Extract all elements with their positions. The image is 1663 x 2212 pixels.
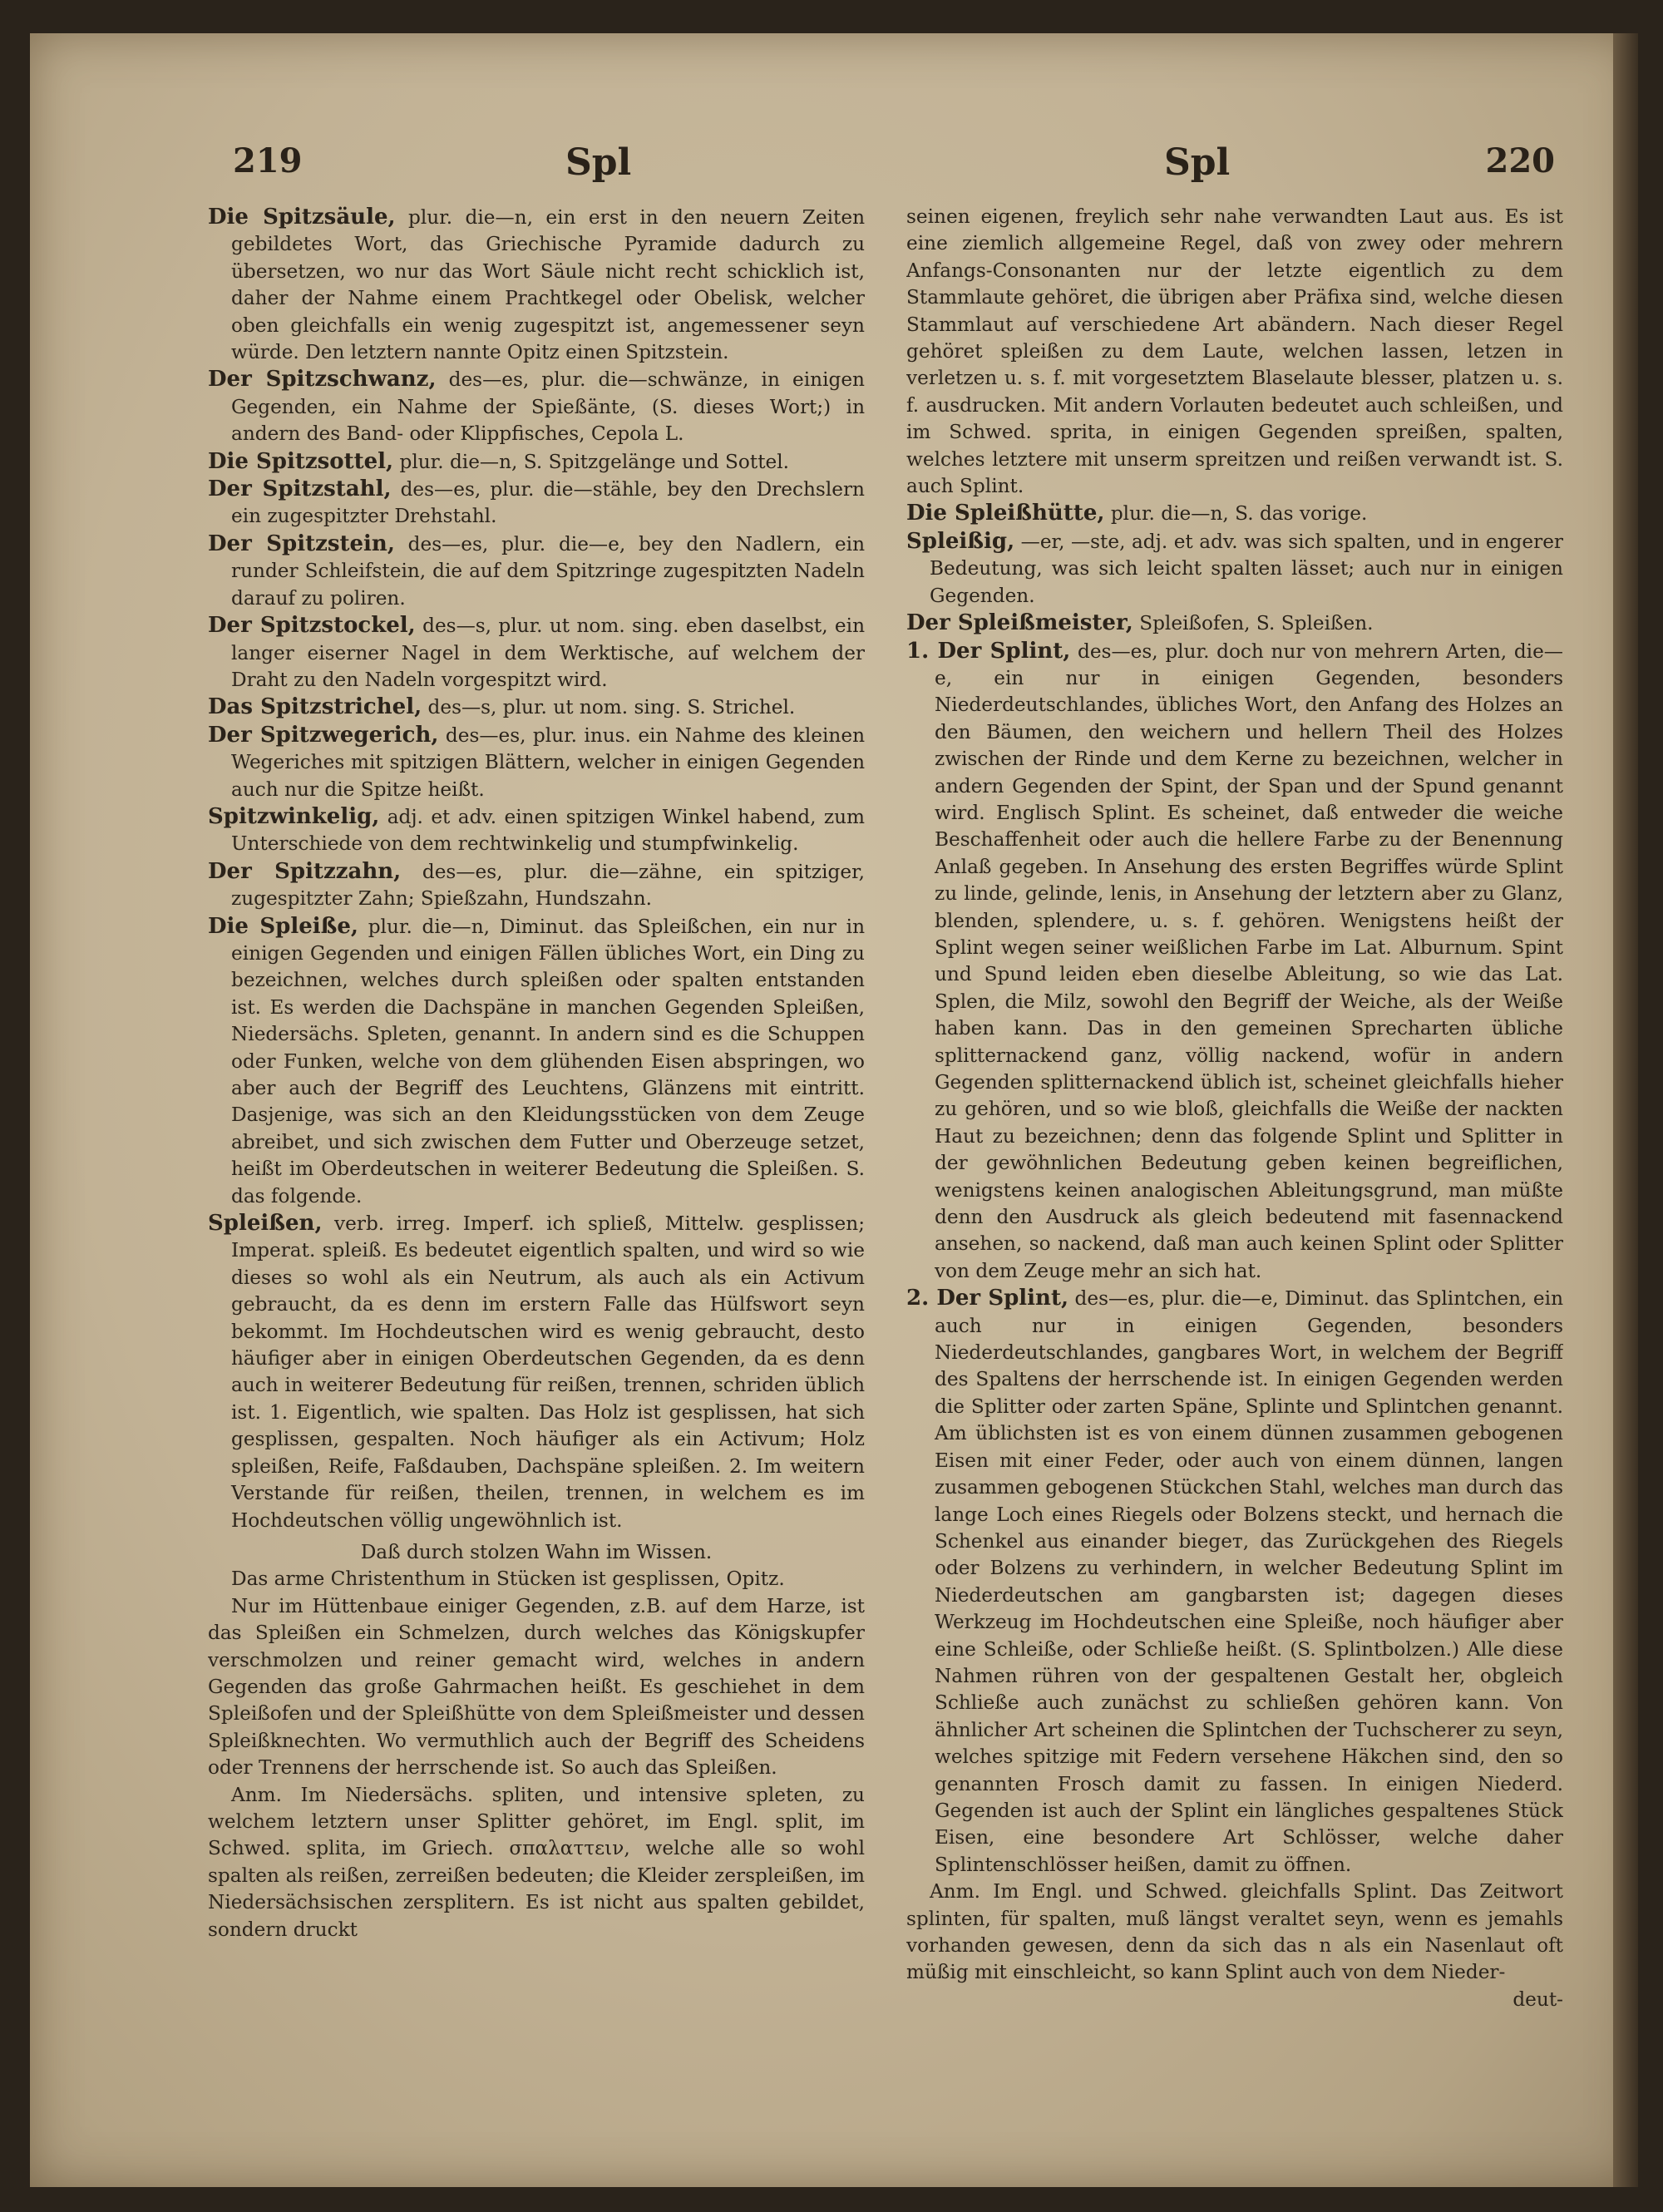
dictionary-entry	[208, 1210, 865, 1534]
entry-text: plur. die—n, S. Spitzgelänge und Sottel.	[399, 450, 790, 473]
entry-text: des—es, plur. inus. ein Nahme des kleinen Wegeriches mit spitzigen Blättern, welcher in einigen Gegenden auch nur die Spitze heißt.	[231, 723, 865, 801]
continued-text: seinen eigenen, freylich sehr nahe verwandten Laut aus. Es ist eine ziemlich allgemeine Regel, daß von zwey oder mehrern Anfangs-Consonanten nur der letzte eigentlich zu dem Stammlaute gehöret, die übrigen aber Präfixa sind, welche diesen Stammlaut auf verschiedene Art abändern. Nach dieser Regel gehöret spleißen zu dem Laute, welchen lassen, letzen in verletzen u. s. f. mit vorgesetztem Blaselaute blesser, platzen u. s. f. ausdrucken. Mit andern Vorlauten bedeutet auch schleißen, und im Schwed. sprita, in einigen Gegenden spreißen, spalten, welches letztere mit unserm spreitzen und reißen verwandt ist. S. auch Splint.	[906, 205, 1563, 498]
left-running-head: Spl	[565, 141, 632, 184]
right-running-head: Spl	[1164, 141, 1231, 184]
entry-text: verb. irreg. Imperf. ich spließ, Mittelw. gesplissen; Imperat. spleiß. Es bedeutet eigentlich spalten, und wird so wie dieses so wohl als ein Neutrum, als auch als ein Activum gebraucht, da es denn im erstern Falle das Hülfswort seyn bekommt. Im Hochdeutschen wird es wenig gebraucht, desto häufiger aber in einigen Oberdeutschen Gegenden, da es denn auch in weiterer Bedeutung für reißen, trennen, schriden üblich ist. 1. Eigentlich, wie spalten. Das Holz ist gesplissen, hat sich gesplissen, gespalten. Noch häufiger als ein Activum; Holz spleißen, Reife, Faßdauben, Dachspäne spleißen. 2. Im weitern Verstande für reißen, theilen, trennen, in welchem es im Hochdeutschen völlig ungewöhnlich ist.	[231, 1212, 865, 1532]
entry-text: des—s, plur. ut nom. sing. S. Strichel.	[427, 696, 796, 719]
entry-text: —er, —ste, adj. et adv. was sich spalten, und in engerer Bedeutung, was sich leicht spalten lässet; auch nur in einigen Gegenden.	[930, 530, 1563, 607]
dictionary-entry	[208, 858, 865, 913]
dictionary-entry	[906, 610, 1563, 637]
entry-lemma: Das Spitzstrichel,	[208, 694, 422, 720]
entry-lemma: Der Spitzstockel,	[208, 613, 416, 639]
entry-text: des—es, plur. die—schwänze, in einigen Gegenden, ein Nahme der Spießänte, (S. dieses Wort;) in andern des Band- oder Klippfisches, Cepola L.	[231, 368, 865, 446]
dictionary-entry	[208, 612, 865, 694]
entry-lemma: Die Spleißhütte,	[906, 501, 1105, 526]
dictionary-entry	[208, 366, 865, 447]
dictionary-entry	[208, 448, 865, 476]
dictionary-entry	[208, 476, 865, 531]
book-spine	[1613, 33, 1638, 2187]
entry-lemma: 1. Der Splint,	[906, 638, 1071, 664]
dictionary-entry	[208, 803, 865, 858]
dictionary-entry	[906, 500, 1563, 527]
entry-text: des—s, plur. ut nom. sing. eben daselbst, ein langer eiserner Nagel in dem Werktische, auf welchem der Draht zu den Nadeln vorgespitzt wird.	[231, 615, 865, 691]
right-page-number: 220	[1485, 141, 1555, 180]
dictionary-entry	[208, 531, 865, 612]
dictionary-entry	[906, 528, 1563, 610]
verse-quote: Daß durch stolzen Wahn im Wissen.	[360, 1540, 713, 1563]
entry-lemma: Der Spitzzahn,	[208, 858, 402, 884]
entry-text: des—es, plur. die—zähne, ein spitziger, zugespitzter Zahn; Spießzahn, Hundszahn.	[231, 860, 865, 911]
entry-text: plur. die—n, S. das vorige.	[1110, 502, 1368, 526]
entry-text: des—es, plur. die—e, Diminut. das Splintchen, ein auch nur in einigen Gegenden, besonders Niederdeutschlandes, gangbares Wort, in welchem der Begriff des Spaltens der herrschende ist. In einigen Gegenden werden die Splitter oder zarten Späne, Splinte und Splintchen genannt. Am üblichsten ist es von einem dünnen zusammen gebogenen Eisen mit einer Feder, oder auch von einem dünnen, langen zusammen gebogenen Stückchen Stahl, welches man durch das lange Loch eines Riegels oder Bolzens steckt, und hernach die Schenkel aus einander biegет, das Zurückgehen des Riegels oder Bolzens zu verhindern, in welcher Bedeutung Splint im Niederdeutschen am gangbarsten ist; dagegen dieses Werkzeug im Hochdeutschen eine Spleiße, noch häufiger aber eine Schleiße, oder Schließe heißt. (S. Splintbolzen.) Alle diese Nahmen rühren von der gespaltenen Gestalt her, obgleich Schließe auch zunächst zu schließen gehören kann. Von ähnlicher Art scheinen die Splintchen der Tuchscherer zu seyn, welches spitzige mit Federn versehene Häkchen sind, den so genannten Frosch damit zu fassen. In einigen Niederd. Gegenden ist auch der Splint ein längliches gespaltenes Stück Eisen, eine besondere Art Schlösser, welche daher Splintenschlösser heißen, damit zu öffnen.	[935, 1287, 1563, 1876]
entry-lemma: Spleißen,	[208, 1211, 323, 1237]
entry-text: plur. die—n, ein erst in den neuern Zeiten gebildetes Wort, das Griechische Pyramide dadurch zu übersetzen, wo nur das Wort Säule nicht recht schicklich ist, daher der Nahme einem Prachtkegel oder Obelisk, welcher oben gleichfalls ein wenig zugespitzt ist, angemessener seyn würde. Den letztern nannte Opitz einen Spitzstein.	[231, 206, 865, 364]
entry-lemma: Der Spitzstahl,	[208, 476, 392, 502]
entry-text: des—es, plur. die—e, bey den Nadlern, ein runder Schleifstein, die auf dem Spitzringe zugespitzten Nadeln darauf zu poliren.	[231, 532, 865, 610]
paragraph: Nur im Hüttenbaue einiger Gegenden, z.B. auf dem Harze, ist das Spleißen ein Schmelzen, durch welches das Königskupfer verschmolzen und reiner gemacht wird, welches in andern Gegenden das große Gahrmachen heißt. Es geschiehet in dem Spleißofen und der Spleißhütte von dem Spleißmeister und dessen Spleißknechten. Wo vermuthlich auch der Begriff des Scheidens oder Trennens der herrschende ist. So auch das Spleißen.	[208, 1594, 865, 1780]
dictionary-entry	[208, 694, 865, 721]
dictionary-entry	[906, 638, 1563, 1286]
catchword: deut-	[1512, 1987, 1563, 2011]
entry-lemma: Die Spitzsottel,	[208, 448, 394, 474]
entry-lemma: Spleißig,	[906, 528, 1015, 554]
entry-lemma: Der Spitzwegerich,	[208, 722, 439, 748]
right-column	[906, 204, 1563, 2058]
entry-lemma: Spitzwinkelig,	[208, 803, 380, 829]
dictionary-entry	[208, 913, 865, 1210]
dictionary-entry	[906, 1285, 1563, 1879]
entry-text: des—es, plur. doch nur von mehrern Arten, die—e, ein nur in einigen Gegenden, besonders Niederdeutschlandes, übliches Wort, den Anfang des Holzes an den Bäumen, den weichern und hellern Theil des Holzes zwischen der Rinde und dem Kerne zu bezeichnen, welcher in andern Gegenden der Spint, der Span und der Spund genannt wird. Englisch Splint. Es scheinet, daß entweder die weiche Beschaffenheit oder auch die hellere Farbe zu der Benennung Anlaß gegeben. In Ansehung des ersten Begriffes würde Splint zu linde, gelinde, lenis, in Ansehung der letztern aber zu Glanz, blenden, splendere, u. s. f. gehören. Wenigstens heißt der Splint wegen seiner weißlichen Farbe im Lat. Alburnum. Spint und Spund leiden eben dieselbe Ableitung, so wie das Lat. Splen, die Milz, sowohl den Begriff der Weiche, als der Weiße haben kann. Das in den gemeinen Sprecharten übliche splitternackend ganz, völlig nackend, wofür in andern Gegenden splitternackend üblich ist, scheinet gleichfalls hieher zu gehören, und so wie bloß, gleichfalls die Weiße der nackten Haut zu bezeichnen; denn das folgende Splint und Splitter in der gewöhnlichen Bedeutung geben keinen begreiflichen, wenigstens keinen analogischen Ableitungsgrund, man müßte denn den Ausdruck als gleich bedeutend mit fasennackend ansehen, so nackend, daß man auch keinen Splint oder Splitter von dem Zeuge mehr an sich hat.	[935, 639, 1563, 1282]
left-page-number: 219	[233, 141, 303, 180]
entry-lemma: 2. Der Splint,	[906, 1286, 1068, 1311]
entry-lemma: Der Spitzschwanz,	[208, 367, 437, 393]
entry-lemma: Die Spitzsäule,	[208, 205, 396, 230]
annotation: Anm. Im Niedersächs. spliten, und intensive spleten, zu welchem letztern unser Splitter gehöret, im Engl. split, im Schwed. splita, im Griech. σπαλαττειν, welche alle so wohl spalten als reißen, zerreißen bedeuten; die Kleider zerspleißen, im Niedersächsischen zersplitern. Es ist nicht aus spalten gebildet, sondern druckt	[208, 1783, 865, 1941]
page-header	[191, 141, 1555, 191]
dictionary-entry	[208, 722, 865, 803]
dictionary-entry	[208, 204, 865, 366]
entry-lemma: Der Spitzstein,	[208, 531, 395, 556]
entry-text: adj. et adv. einen spitzigen Winkel habend, zum Unterschiede von dem rechtwinkelig und stumpfwinkelig.	[231, 805, 865, 856]
entry-text: Spleißofen, S. Spleißen.	[1139, 612, 1374, 635]
entry-lemma: Der Spleißmeister,	[906, 610, 1133, 636]
verse-quote-continued: Das arme Christenthum in Stücken ist gesplissen, Opitz.	[231, 1568, 785, 1591]
entry-text: plur. die—n, Diminut. das Spleißchen, ein nur in einigen Gegenden und einigen Fällen übliches Wort, ein Ding zu bezeichnen, welches durch spleißen oder spalten entstanden ist. Es werden die Dachspäne in manchen Gegenden Spleißen, Niedersächs. Spleten, genannt. In andern sind es die Schuppen oder Funken, welche von dem glühenden Eisen abspringen, wo aber auch der Begriff des Leuchtens, Glänzens mit eintritt. Dasjenige, was sich an den Kleidungsstücken von dem Zeuge abreibet, und sich zwischen dem Futter und Oberzeuge setzet, heißt im Oberdeutschen in weiterer Bedeutung die Spleißen. S. das folgende.	[231, 915, 865, 1207]
annotation: Anm. Im Engl. und Schwed. gleichfalls Splint. Das Zeitwort splinten, für spalten, muß längst veraltet seyn, wenn es jemahls vorhanden gewesen, denn da sich das n als ein Nasenlaut oft müßig mit einschleicht, so kann Splint auch von dem Nieder-	[906, 1880, 1563, 1984]
left-column	[208, 204, 865, 2058]
entry-text: des—es, plur. die—stähle, bey den Drechslern ein zugespitzter Drehstahl.	[231, 478, 865, 528]
entry-lemma: Die Spleiße,	[208, 913, 358, 939]
